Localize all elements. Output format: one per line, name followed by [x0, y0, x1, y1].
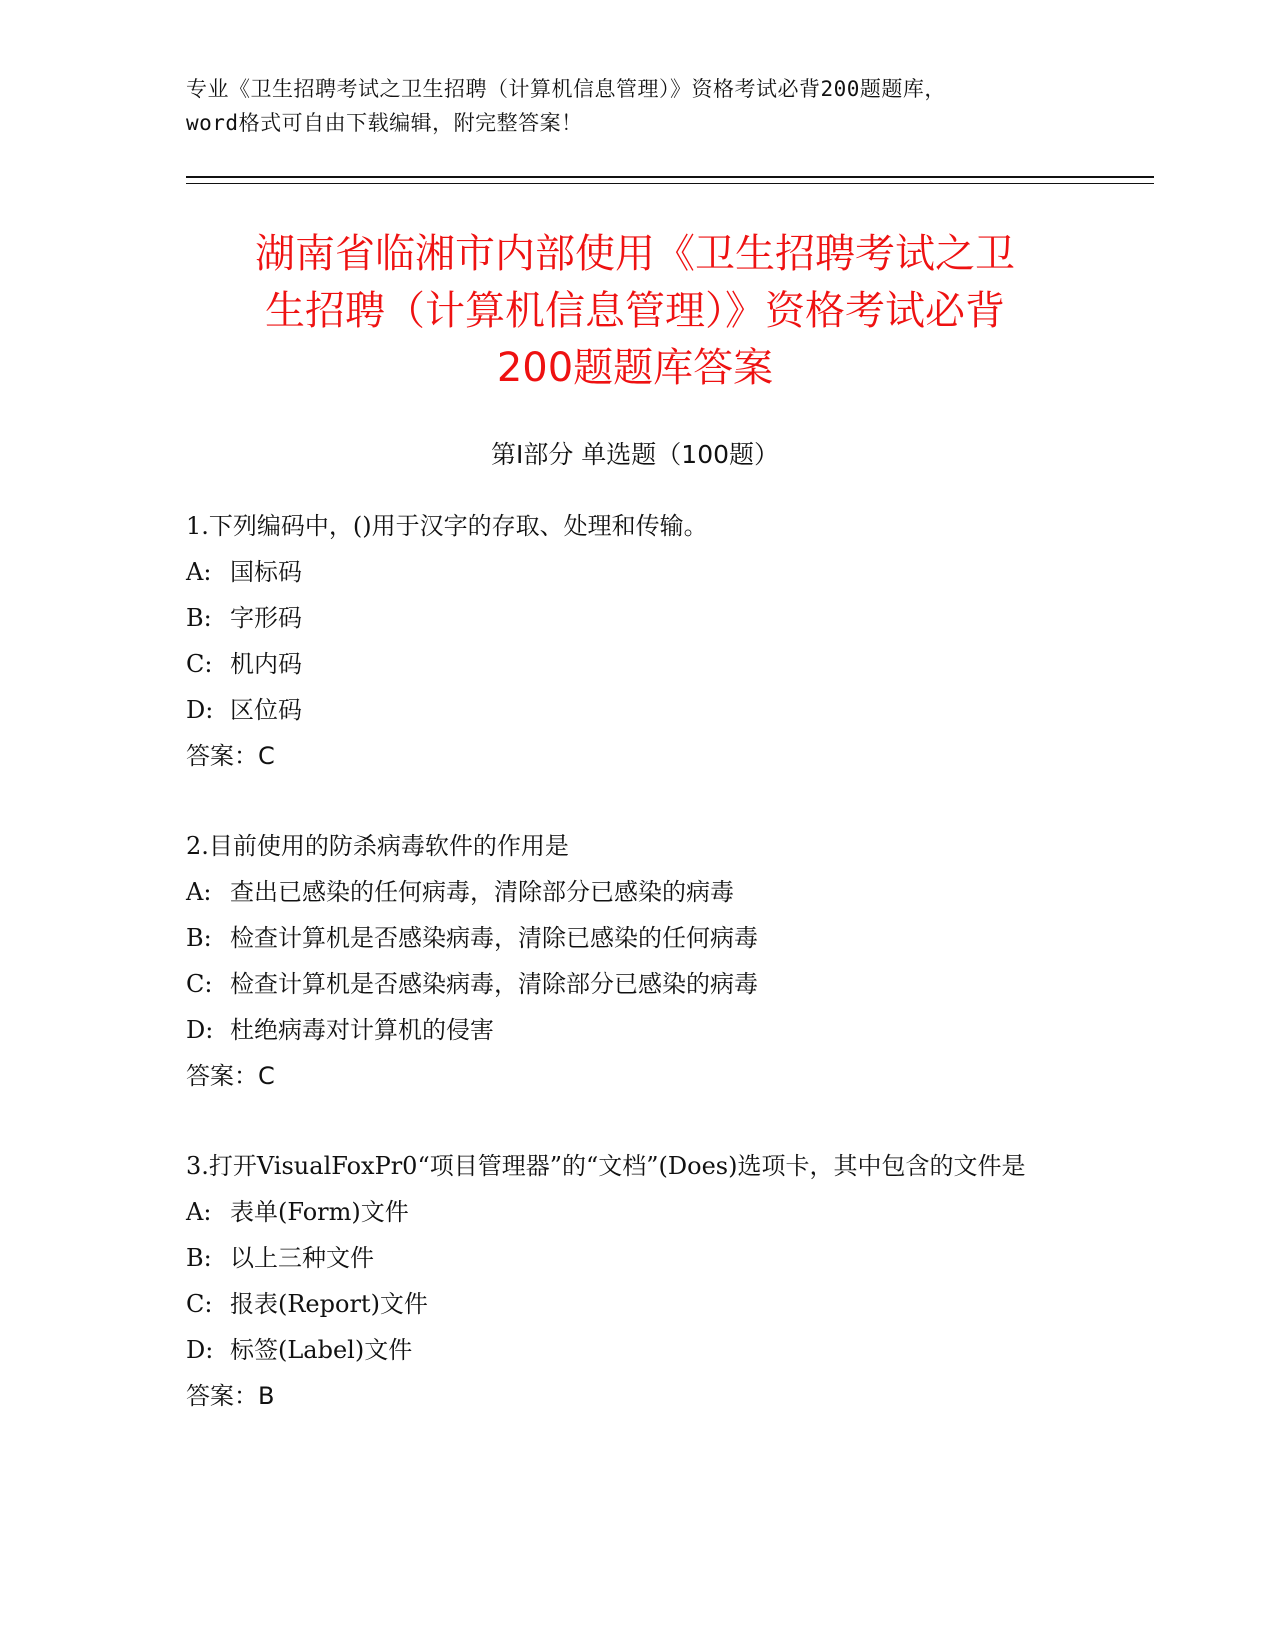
option-key: B: — [186, 924, 212, 952]
document-title — [180, 226, 1090, 397]
answer-line: 答案：C — [186, 742, 275, 770]
option-key: B: — [186, 604, 212, 632]
option-d — [186, 687, 1086, 733]
question-stem: 2.目前使用的防杀病毒软件的作用是 — [186, 832, 569, 860]
option-key: A: — [186, 1198, 212, 1226]
option-c — [186, 641, 1086, 687]
question-stem: 1.下列编码中，()用于汉字的存取、处理和传输。 — [186, 512, 708, 540]
option-d — [186, 1327, 1086, 1373]
option-d — [186, 1007, 1086, 1053]
option-text: 标签(Label)文件 — [230, 1336, 413, 1364]
option-key: A: — [186, 878, 212, 906]
header-divider-thin — [186, 183, 1154, 184]
option-key: A: — [186, 558, 212, 586]
option-key: D: — [186, 1016, 214, 1044]
option-text: 以上三种文件 — [230, 1244, 374, 1272]
option-key: C: — [186, 1290, 213, 1318]
option-text: 报表(Report)文件 — [230, 1290, 428, 1318]
option-key: D: — [186, 696, 214, 724]
option-key: B: — [186, 1244, 212, 1272]
option-a — [186, 1189, 1086, 1235]
document-title-line-1: 湖南省临湘市内部使用《卫生招聘考试之卫 — [255, 231, 1015, 277]
option-c — [186, 961, 1086, 1007]
option-text: 机内码 — [230, 650, 302, 678]
option-a — [186, 869, 1086, 915]
header-note-line-2: word格式可自由下载编辑，附完整答案！ — [186, 111, 583, 135]
section-heading: 第Ⅰ部分 单选题（100题） — [490, 440, 780, 469]
option-text: 杜绝病毒对计算机的侵害 — [230, 1016, 494, 1044]
option-text: 国标码 — [230, 558, 302, 586]
option-key: D: — [186, 1336, 214, 1364]
option-b — [186, 595, 1086, 641]
option-text: 区位码 — [230, 696, 302, 724]
answer-line: 答案：B — [186, 1382, 275, 1410]
option-key: C: — [186, 650, 213, 678]
option-b — [186, 1235, 1086, 1281]
document-title-line-3: 200题题库答案 — [496, 345, 774, 391]
question-3 — [186, 1143, 1086, 1419]
option-key: C: — [186, 970, 213, 998]
option-text: 查出已感染的任何病毒，清除部分已感染的病毒 — [230, 878, 734, 906]
header-note-line-1: 专业《卫生招聘考试之卫生招聘（计算机信息管理）》资格考试必背200题题库， — [186, 77, 946, 101]
option-text: 检查计算机是否感染病毒，清除已感染的任何病毒 — [230, 924, 758, 952]
option-b — [186, 915, 1086, 961]
option-c — [186, 1281, 1086, 1327]
document-title-line-2: 生招聘（计算机信息管理）》资格考试必背 — [265, 288, 1005, 334]
option-text: 表单(Form)文件 — [230, 1198, 409, 1226]
question-2 — [186, 823, 1086, 1099]
question-stem: 3.打开VisualFoxPr0“项目管理器”的“文档”(Does)选项卡，其中包含的文件是 — [186, 1152, 1026, 1180]
answer-line: 答案：C — [186, 1062, 275, 1090]
header-divider-thick — [186, 176, 1154, 178]
option-a — [186, 549, 1086, 595]
question-1 — [186, 503, 1086, 779]
option-text: 检查计算机是否感染病毒，清除部分已感染的病毒 — [230, 970, 758, 998]
header-note — [186, 72, 1086, 140]
option-text: 字形码 — [230, 604, 302, 632]
